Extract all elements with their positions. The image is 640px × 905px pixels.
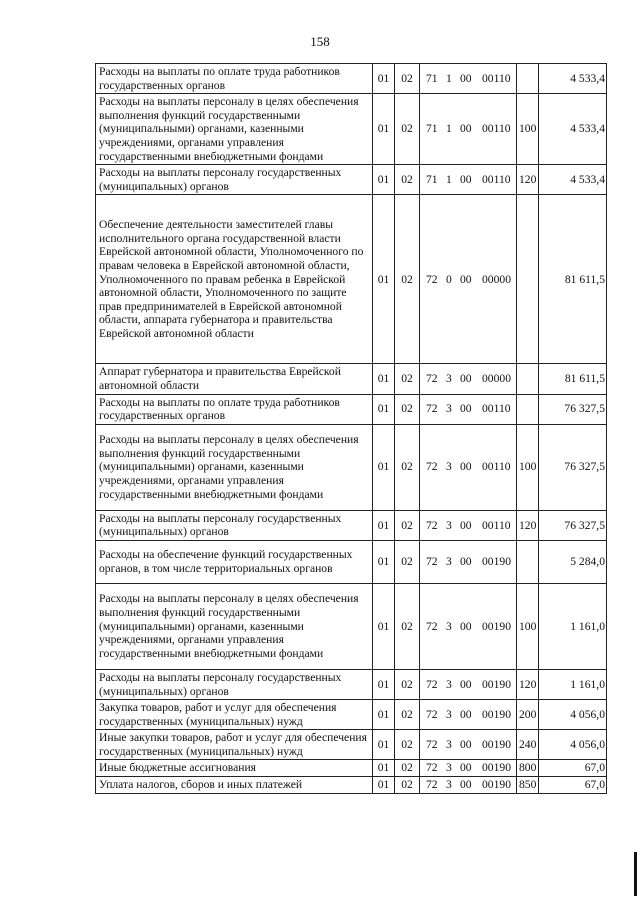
target-article-code-part: 72 bbox=[426, 272, 438, 286]
subsection-code-cell: 02 bbox=[395, 540, 420, 583]
amount-cell: 67,0 bbox=[539, 760, 607, 777]
section-code-cell: 01 bbox=[373, 394, 395, 424]
target-article-code-part: 00000 bbox=[482, 272, 511, 286]
expense-name-cell: Расходы на обеспечение функций государственных органов, в том числе территориальных органов bbox=[96, 540, 373, 583]
target-article-code-part: 71 bbox=[426, 172, 438, 186]
expense-name-cell: Расходы на выплаты персоналу государственных (муниципальных) органов bbox=[96, 165, 373, 195]
target-article-code-part: 72 bbox=[426, 677, 438, 691]
expense-name-cell: Иные бюджетные ассигнования bbox=[96, 760, 373, 777]
target-article-code-part: 3 bbox=[446, 778, 452, 792]
target-article-code-part: 72 bbox=[426, 619, 438, 633]
target-article-code-part: 00 bbox=[460, 71, 472, 85]
section-code-cell: 01 bbox=[373, 94, 395, 165]
expense-name-cell: Расходы на выплаты персоналу в целях обеспечения выполнения функций государственными (муниципальными) органами, казенными учреждениями, органами управления государственными внебюджетными фондами bbox=[96, 94, 373, 165]
section-code-cell: 01 bbox=[373, 195, 395, 364]
expense-type-code-cell bbox=[517, 195, 539, 364]
section-code-cell: 01 bbox=[373, 64, 395, 94]
table-row bbox=[96, 700, 607, 730]
target-article-code-part: 00 bbox=[460, 619, 472, 633]
target-article-code-part: 3 bbox=[446, 402, 452, 416]
expense-name-cell: Расходы на выплаты по оплате труда работников государственных органов bbox=[96, 64, 373, 94]
target-article-code-cell bbox=[420, 424, 517, 510]
target-article-code-part: 72 bbox=[426, 555, 438, 569]
target-article-code-part: 00 bbox=[460, 172, 472, 186]
target-article-code-part: 0 bbox=[446, 272, 452, 286]
table-row bbox=[96, 510, 607, 540]
section-code-cell: 01 bbox=[373, 700, 395, 730]
target-article-code-part: 71 bbox=[426, 71, 438, 85]
target-article-code-part: 3 bbox=[446, 619, 452, 633]
expense-name-cell: Иные закупки товаров, работ и услуг для обеспечения государственных (муниципальных) нужд bbox=[96, 730, 373, 760]
target-article-code-part: 3 bbox=[446, 518, 452, 532]
page-number: 158 bbox=[310, 34, 330, 49]
table-row bbox=[96, 583, 607, 669]
target-article-code-part: 00 bbox=[460, 460, 472, 474]
target-article-code-part: 00190 bbox=[482, 555, 511, 569]
expense-type-code-cell bbox=[517, 540, 539, 583]
expense-name-cell: Обеспечение деятельности заместителей главы исполнительного органа государственной власти Еврейской автономной области, Уполномоченного по правам человека в Еврейской автономной области, Уполномоченного по правам ребенка в Еврейской автономной области, Уполномоченного по защите прав предпринимателей в Еврейской автономной области, аппарата губернатора и правительства Еврейской автономной области bbox=[96, 195, 373, 364]
amount-cell: 76 327,5 bbox=[539, 424, 607, 510]
target-article-code-cell bbox=[420, 364, 517, 394]
target-article-code-cell bbox=[420, 540, 517, 583]
target-article-code-part: 3 bbox=[446, 460, 452, 474]
expense-type-code-cell bbox=[517, 394, 539, 424]
amount-cell: 76 327,5 bbox=[539, 510, 607, 540]
target-article-code-part: 00110 bbox=[482, 172, 511, 186]
target-article-code-part: 00190 bbox=[482, 619, 511, 633]
target-article-code-part: 72 bbox=[426, 402, 438, 416]
expense-name-cell: Уплата налогов, сборов и иных платежей bbox=[96, 777, 373, 794]
expense-name-cell: Расходы на выплаты персоналу в целях обеспечения выполнения функций государственными (муниципальными) органами, казенными учреждениями, органами управления государственными внебюджетными фондами bbox=[96, 583, 373, 669]
section-code-cell: 01 bbox=[373, 165, 395, 195]
target-article-code-part: 3 bbox=[446, 738, 452, 752]
target-article-code-part: 3 bbox=[446, 372, 452, 386]
target-article-code-part: 00 bbox=[460, 738, 472, 752]
target-article-code-part: 00110 bbox=[482, 518, 511, 532]
target-article-code-part: 1 bbox=[446, 172, 452, 186]
target-article-code-cell bbox=[420, 777, 517, 794]
target-article-code-cell bbox=[420, 394, 517, 424]
subsection-code-cell: 02 bbox=[395, 760, 420, 777]
expense-type-code-cell: 100 bbox=[517, 424, 539, 510]
target-article-code-part: 00 bbox=[460, 518, 472, 532]
subsection-code-cell: 02 bbox=[395, 669, 420, 699]
section-code-cell: 01 bbox=[373, 777, 395, 794]
table-row bbox=[96, 364, 607, 394]
expense-name-cell: Расходы на выплаты персоналу в целях обеспечения выполнения функций государственными (муниципальными) органами, казенными учреждениями, органами управления государственными внебюджетными фондами bbox=[96, 424, 373, 510]
target-article-code-cell bbox=[420, 64, 517, 94]
subsection-code-cell: 02 bbox=[395, 364, 420, 394]
target-article-code-cell bbox=[420, 700, 517, 730]
table-row bbox=[96, 64, 607, 94]
amount-cell: 1 161,0 bbox=[539, 669, 607, 699]
expense-type-code-cell: 850 bbox=[517, 777, 539, 794]
target-article-code-part: 72 bbox=[426, 460, 438, 474]
expense-type-code-cell: 120 bbox=[517, 165, 539, 195]
target-article-code-part: 1 bbox=[446, 122, 452, 136]
expense-name-cell: Расходы на выплаты персоналу государственных (муниципальных) органов bbox=[96, 669, 373, 699]
expense-type-code-cell: 800 bbox=[517, 760, 539, 777]
target-article-code-part: 72 bbox=[426, 778, 438, 792]
target-article-code-part: 00190 bbox=[482, 677, 511, 691]
page-edge-mark bbox=[634, 852, 637, 896]
expense-type-code-cell: 100 bbox=[517, 94, 539, 165]
target-article-code-cell bbox=[420, 760, 517, 777]
target-article-code-part: 00110 bbox=[482, 122, 511, 136]
amount-cell: 5 284,0 bbox=[539, 540, 607, 583]
expense-type-code-cell: 120 bbox=[517, 510, 539, 540]
target-article-code-cell bbox=[420, 510, 517, 540]
target-article-code-part: 00 bbox=[460, 272, 472, 286]
subsection-code-cell: 02 bbox=[395, 94, 420, 165]
target-article-code-part: 00 bbox=[460, 122, 472, 136]
expense-type-code-cell: 200 bbox=[517, 700, 539, 730]
target-article-code-part: 71 bbox=[426, 122, 438, 136]
target-article-code-cell bbox=[420, 195, 517, 364]
target-article-code-part: 1 bbox=[446, 71, 452, 85]
target-article-code-part: 00190 bbox=[482, 761, 511, 775]
amount-cell: 4 533,4 bbox=[539, 94, 607, 165]
expense-name-cell: Расходы на выплаты персоналу государственных (муниципальных) органов bbox=[96, 510, 373, 540]
amount-cell: 4 533,4 bbox=[539, 64, 607, 94]
target-article-code-part: 72 bbox=[426, 738, 438, 752]
section-code-cell: 01 bbox=[373, 760, 395, 777]
table-row bbox=[96, 669, 607, 699]
amount-cell: 1 161,0 bbox=[539, 583, 607, 669]
table-row bbox=[96, 540, 607, 583]
amount-cell: 4 533,4 bbox=[539, 165, 607, 195]
target-article-code-part: 72 bbox=[426, 518, 438, 532]
section-code-cell: 01 bbox=[373, 364, 395, 394]
table-row bbox=[96, 730, 607, 760]
subsection-code-cell: 02 bbox=[395, 394, 420, 424]
target-article-code-cell bbox=[420, 165, 517, 195]
subsection-code-cell: 02 bbox=[395, 64, 420, 94]
section-code-cell: 01 bbox=[373, 540, 395, 583]
table-row bbox=[96, 777, 607, 794]
expense-name-cell: Закупка товаров, работ и услуг для обеспечения государственных (муниципальных) нужд bbox=[96, 700, 373, 730]
target-article-code-cell bbox=[420, 583, 517, 669]
target-article-code-part: 00 bbox=[460, 402, 472, 416]
subsection-code-cell: 02 bbox=[395, 195, 420, 364]
target-article-code-part: 72 bbox=[426, 707, 438, 721]
amount-cell: 81 611,5 bbox=[539, 195, 607, 364]
target-article-code-part: 3 bbox=[446, 555, 452, 569]
expense-type-code-cell: 240 bbox=[517, 730, 539, 760]
target-article-code-part: 72 bbox=[426, 761, 438, 775]
target-article-code-cell bbox=[420, 730, 517, 760]
target-article-code-part: 3 bbox=[446, 761, 452, 775]
target-article-code-cell bbox=[420, 669, 517, 699]
target-article-code-part: 00 bbox=[460, 677, 472, 691]
target-article-code-part: 00 bbox=[460, 707, 472, 721]
subsection-code-cell: 02 bbox=[395, 510, 420, 540]
target-article-code-part: 00 bbox=[460, 761, 472, 775]
target-article-code-part: 00000 bbox=[482, 372, 511, 386]
target-article-code-part: 00190 bbox=[482, 707, 511, 721]
expense-name-cell: Расходы на выплаты по оплате труда работников государственных органов bbox=[96, 394, 373, 424]
amount-cell: 4 056,0 bbox=[539, 700, 607, 730]
section-code-cell: 01 bbox=[373, 583, 395, 669]
expense-name-cell: Аппарат губернатора и правительства Еврейской автономной области bbox=[96, 364, 373, 394]
subsection-code-cell: 02 bbox=[395, 777, 420, 794]
expense-type-code-cell: 100 bbox=[517, 583, 539, 669]
subsection-code-cell: 02 bbox=[395, 583, 420, 669]
amount-cell: 81 611,5 bbox=[539, 364, 607, 394]
target-article-code-part: 00 bbox=[460, 372, 472, 386]
target-article-code-part: 00190 bbox=[482, 738, 511, 752]
section-code-cell: 01 bbox=[373, 730, 395, 760]
target-article-code-part: 00110 bbox=[482, 460, 511, 474]
subsection-code-cell: 02 bbox=[395, 165, 420, 195]
expense-type-code-cell bbox=[517, 64, 539, 94]
subsection-code-cell: 02 bbox=[395, 700, 420, 730]
expense-type-code-cell: 120 bbox=[517, 669, 539, 699]
target-article-code-part: 3 bbox=[446, 707, 452, 721]
table-row bbox=[96, 94, 607, 165]
table-row bbox=[96, 394, 607, 424]
target-article-code-part: 00 bbox=[460, 778, 472, 792]
section-code-cell: 01 bbox=[373, 424, 395, 510]
section-code-cell: 01 bbox=[373, 510, 395, 540]
subsection-code-cell: 02 bbox=[395, 730, 420, 760]
expense-type-code-cell bbox=[517, 364, 539, 394]
section-code-cell: 01 bbox=[373, 669, 395, 699]
target-article-code-part: 3 bbox=[446, 677, 452, 691]
target-article-code-part: 00190 bbox=[482, 778, 511, 792]
table-row bbox=[96, 195, 607, 364]
target-article-code-part: 00 bbox=[460, 555, 472, 569]
amount-cell: 67,0 bbox=[539, 777, 607, 794]
amount-cell: 76 327,5 bbox=[539, 394, 607, 424]
target-article-code-part: 72 bbox=[426, 372, 438, 386]
budget-table bbox=[95, 63, 607, 794]
amount-cell: 4 056,0 bbox=[539, 730, 607, 760]
table-row bbox=[96, 165, 607, 195]
table-row bbox=[96, 760, 607, 777]
target-article-code-part: 00110 bbox=[482, 71, 511, 85]
target-article-code-part: 00110 bbox=[482, 402, 511, 416]
table-row bbox=[96, 424, 607, 510]
subsection-code-cell: 02 bbox=[395, 424, 420, 510]
target-article-code-cell bbox=[420, 94, 517, 165]
